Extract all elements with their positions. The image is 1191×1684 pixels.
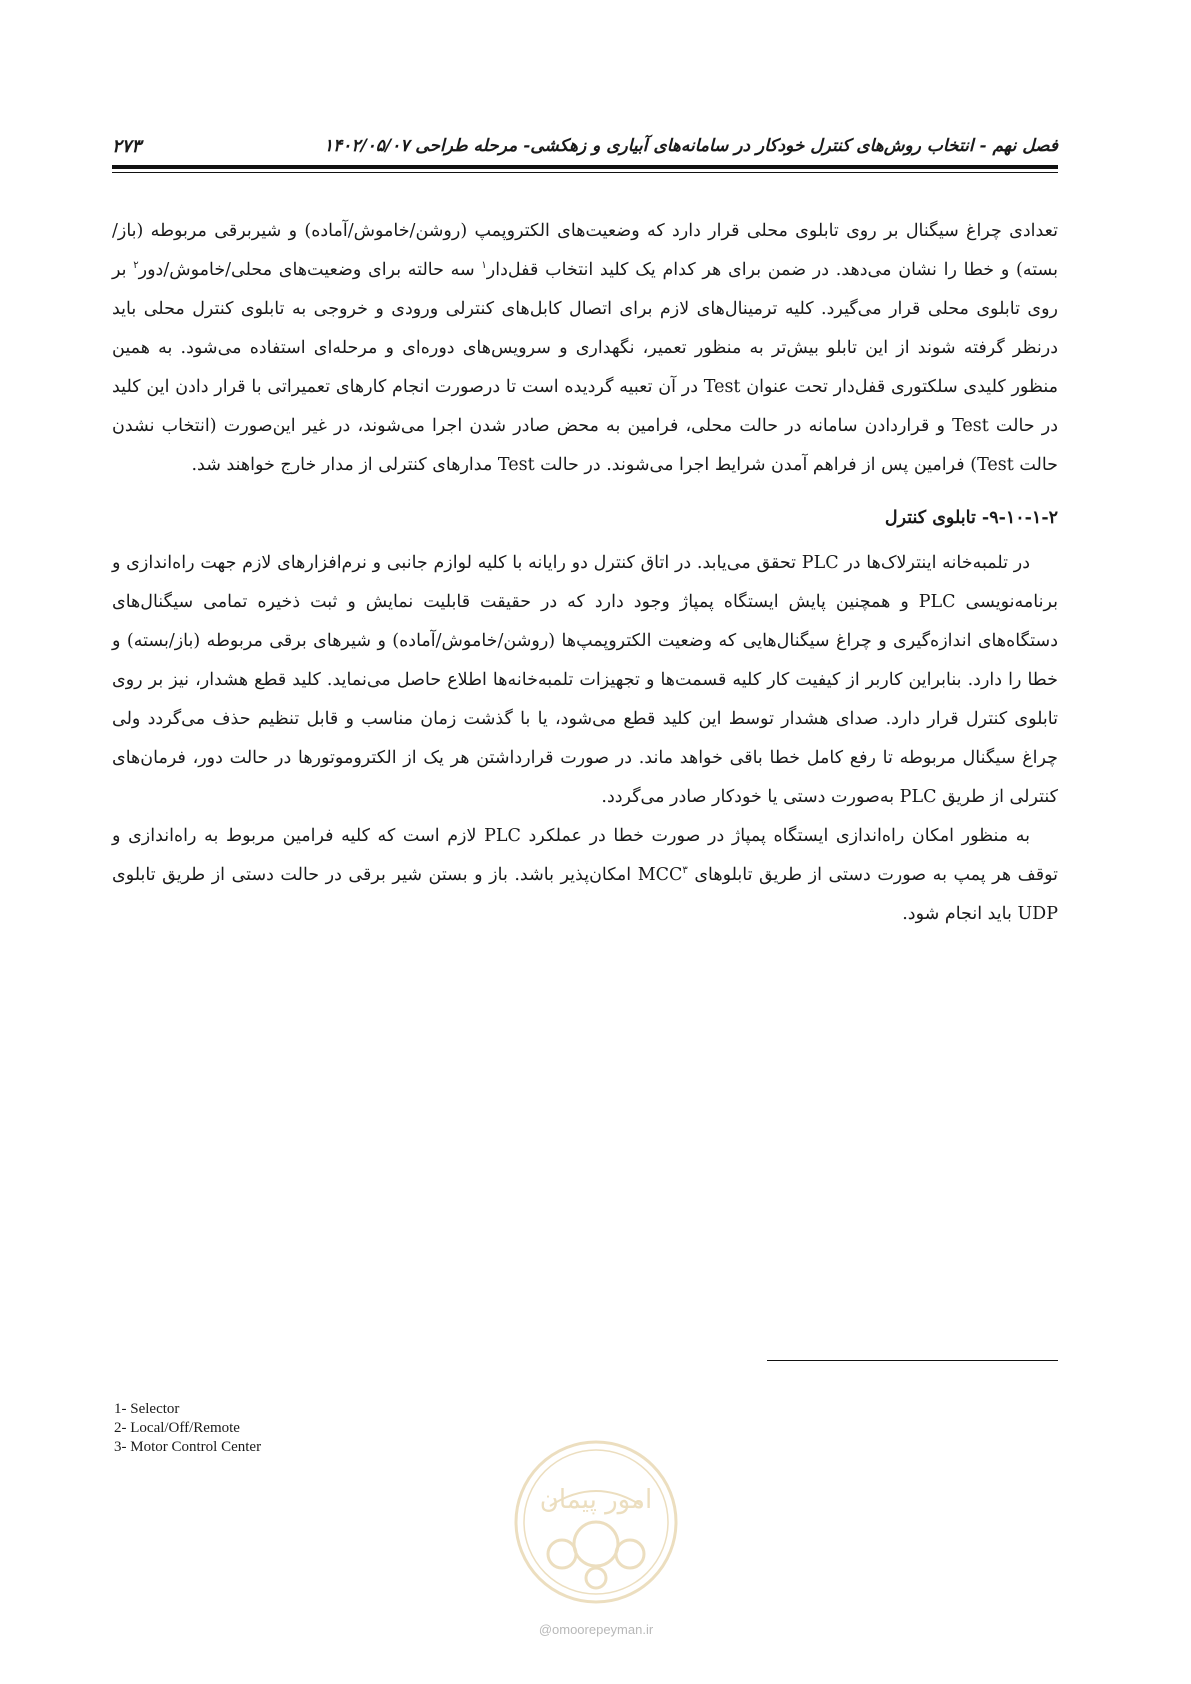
paragraph-manual-startup: به منظور امکان راه‌اندازی ایستگاه پمپاژ در صورت خطا در عملکرد PLC لازم است که کلیه فرامین مربوط به راه‌اندازی و توقف هر پمپ به صورت دستی از طریق تابلوهای MCC$^۳$ امکان‌پذیر باشد. باز و بستن شیر برقی در حالت دستی از طریق تابلوی UDP باید انجام شود. bbox=[112, 826, 1058, 924]
body-text bbox=[112, 212, 1058, 934]
footnote-ref-1: ۱ bbox=[481, 260, 487, 272]
footnote-2: 2- Local/Off/Remote bbox=[114, 1420, 240, 1436]
footnote-separator bbox=[767, 1360, 1058, 1361]
header-rule-thin bbox=[112, 172, 1058, 173]
watermark-seal-icon bbox=[510, 1436, 682, 1608]
footnote-ref-3: ۳ bbox=[682, 865, 688, 877]
paragraph-control-panel: در تلمبه‌خانه اینترلاک‌ها در PLC تحقق می‌یابد. در اتاق کنترل دو رایانه با کلیه لوازم جانبی و نرم‌افزارهای لازم جهت راه‌اندازی و برنامه‌نویسی PLC و همچنین پایش ایستگاه پمپاژ وجود دارد که در حقیقت قابلیت نمایش و ثبت ذخیره تمامی سیگنال‌های دستگاه‌های اندازه‌گیری و چراغ سیگنال‌هایی که وضعیت الکتروپمپ‌ها (روشن/خاموش/آماده) و شیرهای برقی مربوطه (باز/بسته) و خطا را دارد. بنابراین کاربر از کیفیت کار کلیه قسمت‌ها و تجهیزات تلمبه‌خانه‌ها اطلاع حاصل می‌نماید. کلید قطع هشدار، نیز بر روی تابلوی کنترل قرار دارد. صدای هشدار توسط این کلید قطع می‌شود، یا با گذشت زمان مناسب و قابل تنظیم حذف می‌گردد ولی چراغ سیگنال مربوطه تا رفع کامل خطا باقی خواهد ماند. در صورت قرارداشتن هر یک از الکتروموتورها در حالت دور، فرمان‌های کنترلی از طریق PLC به‌صورت دستی یا خودکار صادر می‌گردد. bbox=[112, 553, 1058, 807]
footnote-ref-2: ۲ bbox=[133, 260, 139, 272]
paragraph-local-panel: تعدادی چراغ سیگنال بر روی تابلوی محلی قرار دارد که وضعیت‌های الکتروپمپ (روشن/خاموش/آماده) و شیربرقی مربوطه (باز/ بسته) و خطا را نشان می‌دهد. در ضمن برای هر کدام یک کلید انتخاب قفل‌دار$^۱$ سه حالته برای وضعیت‌های محلی/خاموش/دور$^۲$ بر روی تابلوی محلی قرار می‌گیرد. کلیه ترمینال‌های لازم برای اتصال کابل‌های کنترلی ورودی و خروجی به تابلوی کنترل محلی باید درنظر گرفته شوند از این تابلو بیش‌تر به منظور تعمیر، نگهداری و سرویس‌های دوره‌ای و مرحله‌ای استفاده می‌شود. به همین منظور کلیدی سلکتوری قفل‌دار تحت عنوان Test در آن تعبیه گردیده است تا درصورت انجام کارهای تعمیراتی با قرار دادن این کلید در حالت Test و قراردادن سامانه در حالت محلی، فرامین به محض صادر شدن اجرا می‌شوند، در غیر این‌صورت (انتخاب نشدن حالت Test) فرامین پس از فراهم آمدن شرایط اجرا می‌شوند. در حالت Test مدارهای کنترلی از مدار خارج خواهند شد. bbox=[112, 221, 1058, 475]
footnote-1: 1- Selector bbox=[114, 1401, 180, 1417]
page-number: ۲۷۳ bbox=[112, 135, 142, 157]
footnotes bbox=[114, 1400, 261, 1457]
watermark-url: @omoorepeyman.ir bbox=[538, 1622, 654, 1637]
page-header bbox=[112, 128, 1058, 164]
svg-text:امور پیمان: امور پیمان bbox=[539, 1485, 653, 1515]
footnote-3: 3- Motor Control Center bbox=[114, 1439, 262, 1455]
section-heading: ۹-۱۰-۱-۲- تابلوی کنترل bbox=[884, 508, 1058, 528]
chapter-title: فصل نهم - انتخاب روش‌های کنترل خودکار در سامانه‌های آبیاری و زهکشی- مرحله طراحی ۱۴۰۲/۰۵/۰۷ bbox=[323, 136, 1058, 156]
header-rule-thick bbox=[112, 165, 1058, 169]
